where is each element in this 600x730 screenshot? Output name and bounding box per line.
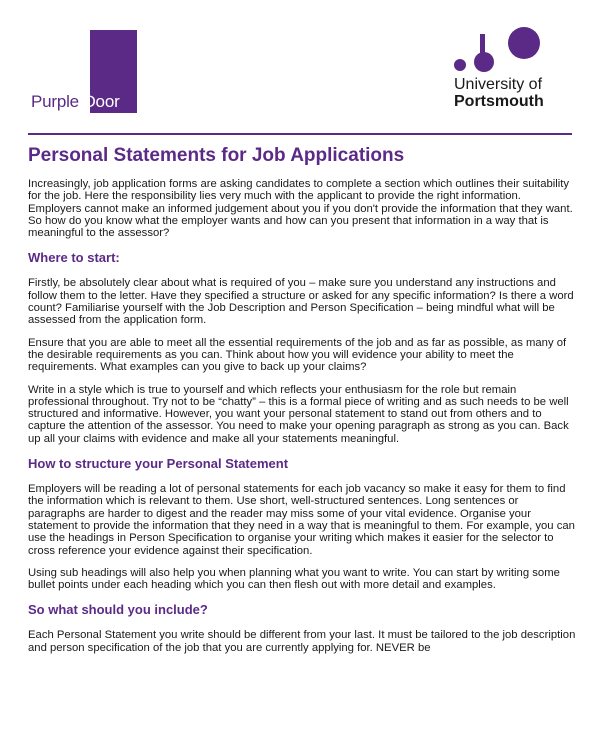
logo-word-purple: Purple bbox=[31, 92, 79, 111]
university-name-line1: University of bbox=[454, 76, 543, 93]
header-divider bbox=[28, 133, 572, 135]
logo-word-door: Door bbox=[83, 92, 120, 111]
university-name-line2: Portsmouth bbox=[454, 93, 544, 110]
paragraph: Write in a style which is true to yourself and which reflects your enthusiasm for the role but remain professional throughout. Try not to be “chatty” – this is a formal piece of writing and as such needs to be well structured and informative. However, you want your personal statement to stand out from others and to capture the attention of the assessor. You need to make your opening paragraph as strong as you can. Back up all your claims with evidence and make all your statements meaningful. bbox=[28, 383, 569, 445]
document-title: Personal Statements for Job Applications bbox=[28, 145, 405, 166]
purple-door-logo-text bbox=[31, 92, 120, 112]
paragraph: Employers will be reading a lot of personal statements for each job vacancy so make it easy for them to find the information which is relevant to them. Use short, well-structured sentences. Long sentences or paragraphs are harder to digest and the reader may miss some of your vital evidence. Organise your statement to provide the information that they need in a way that is meaningful to them. For example, you can use the headings in Person Specification to organise your writing which makes it easier for the selector to cross reference your evidence against their specification. bbox=[28, 483, 575, 557]
paragraph: Using sub headings will also help you when planning what you want to write. You can start by writing some bullet points under each heading which you can then flesh out with more detail and examples. bbox=[28, 566, 560, 592]
paragraph: Each Personal Statement you write should be different from your last. It must be tailored to the job description and person specification of the job that you are currently applying for. NEVER be bbox=[28, 629, 576, 654]
document-body bbox=[28, 178, 576, 664]
paragraph: Ensure that you are able to meet all the essential requirements of the job and as far as possible, as many of the desirable requirements as you can. Think about how you will evidence your ability to meet the requirements. What examples can you give to back up your claims? bbox=[28, 336, 567, 374]
section-heading-where-to-start: Where to start: bbox=[28, 250, 120, 266]
section-heading-structure: How to structure your Personal Statement bbox=[28, 456, 289, 472]
university-dots-icon bbox=[452, 26, 570, 76]
university-logo bbox=[452, 26, 570, 116]
intro-paragraph: Increasingly, job application forms are asking candidates to complete a section which outlines their suitability for the job. Here the responsibility lies very much with the applicant to provide the right information. Employers cannot make an informed judgement about you if you don't provide the information that they want. So how do you know what the employer wants and how can you present that information in a way that is meaningful to the assessor? bbox=[28, 178, 573, 240]
paragraph: Firstly, be absolutely clear about what is required of you – make sure you understand any instructions and follow them to the letter. Have they specified a structure or asked for any specific information? Is there a word count? Familiarise yourself with the Job Description and Person Specification – being mindful what will be assessed from the application form. bbox=[28, 277, 574, 327]
section-heading-include: So what should you include? bbox=[28, 602, 208, 618]
